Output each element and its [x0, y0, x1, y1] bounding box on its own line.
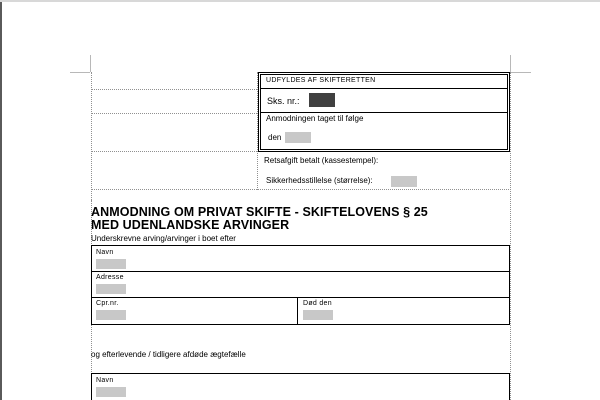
court-box-divider-2 — [261, 112, 507, 113]
document-title-line1: ANMODNING OM PRIVAT SKIFTE - SKIFTELOVENS § 25 — [91, 205, 428, 219]
deceased-death-date-field[interactable] — [303, 310, 333, 320]
table-guide-row4 — [91, 189, 511, 190]
margin-mark-top-right-h — [511, 72, 531, 73]
court-fee-label: Retsafgift betalt (kassestempel): — [264, 156, 379, 165]
court-box-divider-1 — [261, 88, 507, 89]
window-border — [0, 0, 2, 400]
deceased-table-row-divider-1 — [91, 271, 510, 272]
case-number-field[interactable] — [309, 93, 335, 107]
court-box-header: UDFYLDES AF SKIFTERETTEN — [266, 77, 376, 84]
deceased-name-label: Navn — [96, 249, 114, 256]
case-number-label: Sks. nr.: — [267, 96, 300, 106]
deceased-table — [91, 245, 510, 325]
deceased-address-field[interactable] — [96, 284, 126, 294]
deceased-cpr-label: Cpr.nr. — [96, 300, 119, 307]
deceased-death-date-label: Død den — [303, 300, 332, 307]
request-granted-label: Anmodningen taget til følge — [266, 114, 364, 123]
table-guide-left — [91, 72, 92, 200]
margin-mark-top-left-h — [70, 72, 90, 73]
table-guide-row1 — [91, 89, 257, 90]
deceased-table-col-divider — [297, 297, 298, 325]
spouse-name-field[interactable] — [96, 387, 126, 397]
date-field[interactable] — [285, 132, 311, 143]
table-guide-right — [510, 72, 511, 400]
table-guide-row2 — [91, 113, 257, 114]
deceased-cpr-field[interactable] — [96, 310, 126, 320]
spouse-name-label: Navn — [96, 377, 114, 384]
spouse-table — [91, 373, 510, 400]
margin-mark-top-right-v — [510, 55, 511, 72]
margin-mark-top-left-v — [90, 55, 91, 72]
window-border-top — [0, 0, 600, 2]
deceased-address-label: Adresse — [96, 274, 124, 281]
spouse-intro-text: og efterlevende / tidligere afdøde ægtefælle — [91, 350, 246, 359]
heirs-intro-text: Underskrevne arving/arvinger i boet efter — [91, 234, 236, 243]
security-label: Sikkerhedsstillelse (størrelse): — [266, 176, 373, 185]
security-field[interactable] — [391, 176, 417, 187]
document-title-line2: MED UDENLANDSKE ARVINGER — [91, 218, 290, 232]
date-label: den — [268, 133, 282, 142]
deceased-table-row-divider-2 — [91, 297, 510, 298]
deceased-name-field[interactable] — [96, 259, 126, 269]
